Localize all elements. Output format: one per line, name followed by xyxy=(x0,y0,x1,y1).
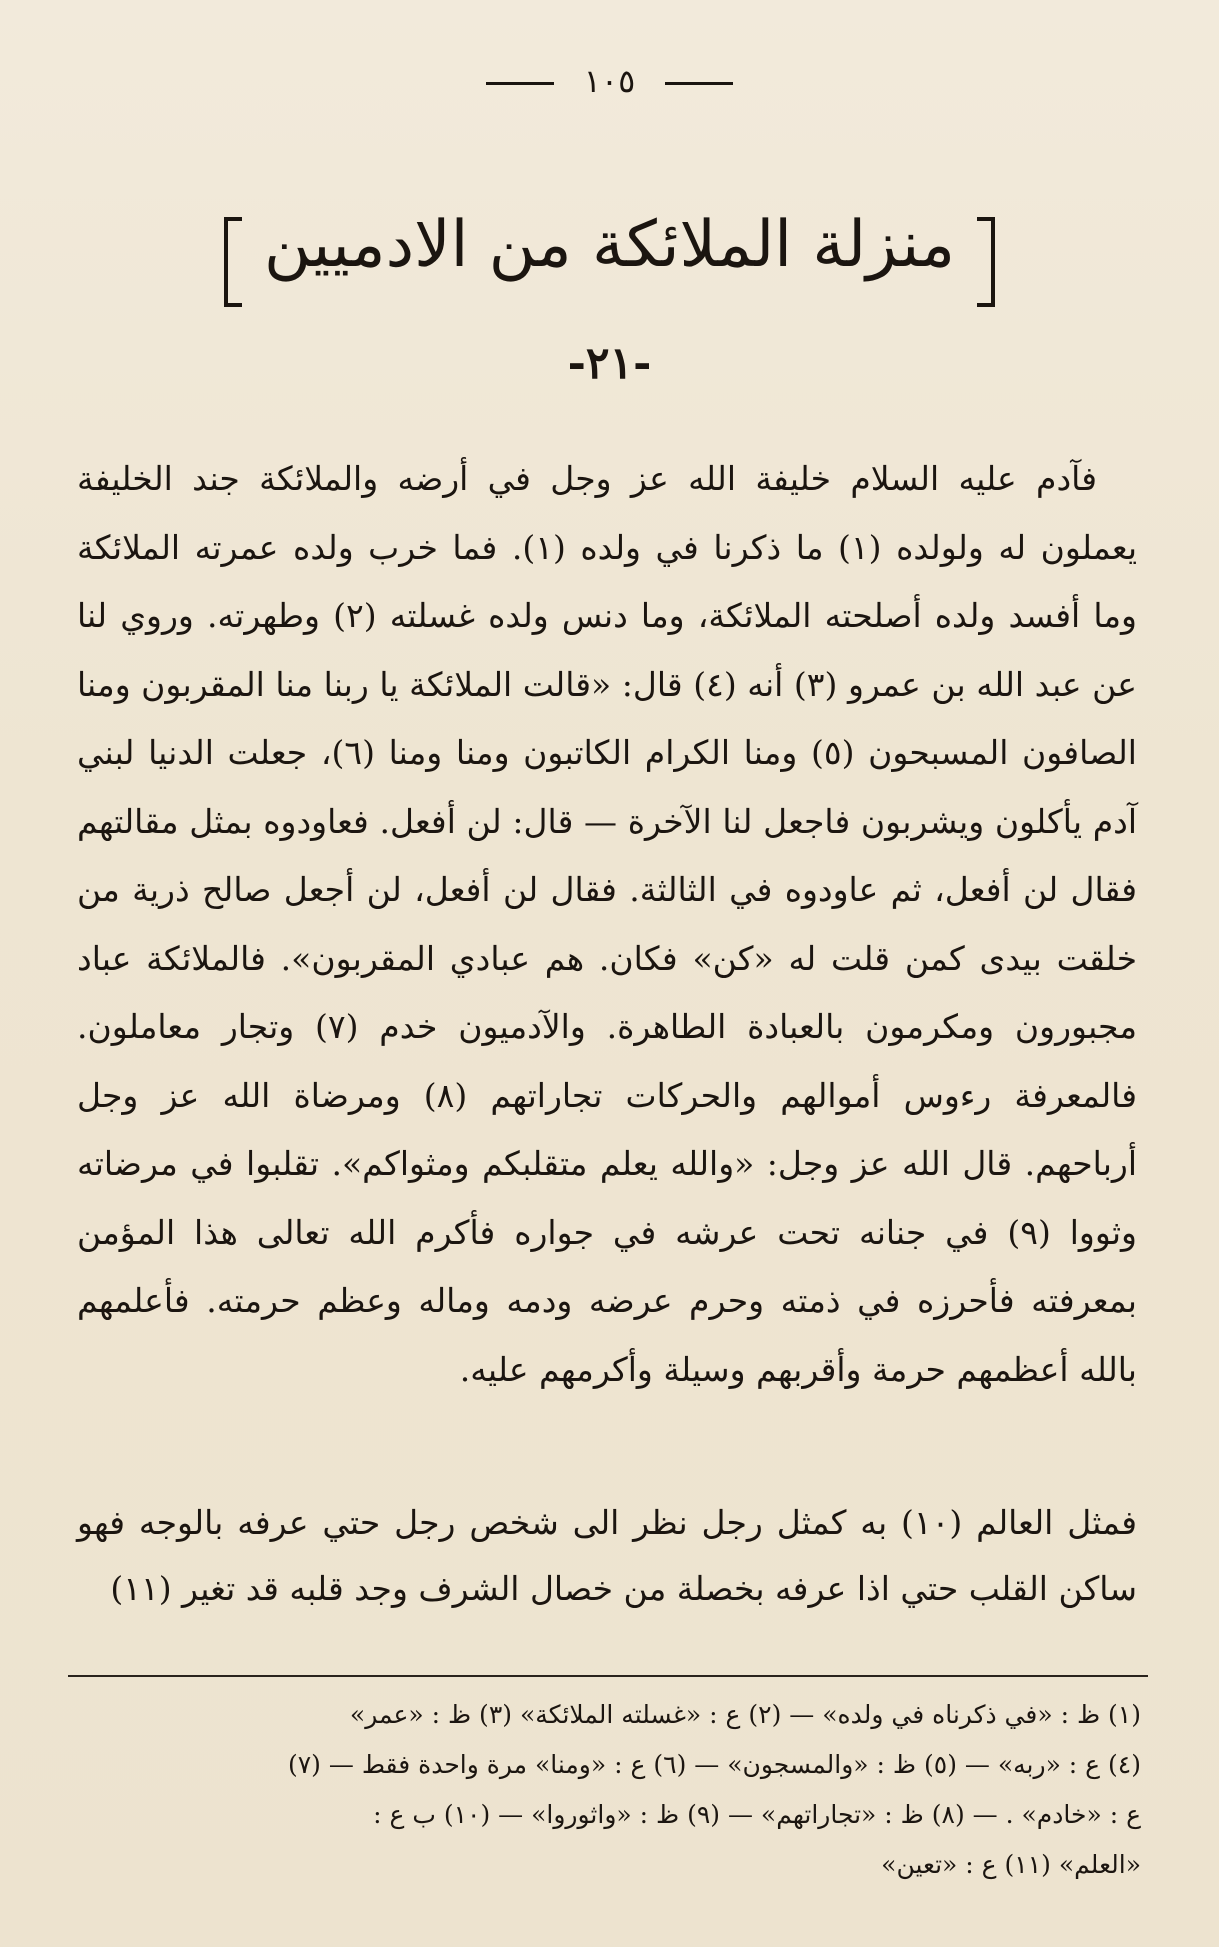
footnote-line: ع : «خادم» . — (٨) ظ : «تجاراتهم» — (٩) ظ : «واثوروا» — (١٠) ب ع : xyxy=(373,1800,1141,1829)
main-text-continued xyxy=(77,1490,1137,1622)
chapter-title: منزلة الملائكة من الادميين xyxy=(263,208,956,282)
main-text xyxy=(77,445,1137,1404)
paragraph-1: فآدم عليه السلام خليفة الله عز وجل في أرضه والملائكة جند الخليفة يعملون له ولولده (١) ما ذكرنا في ولده (١). فما خرب ولده عمرته الملائكة وما أفسد ولده أصلحته الملائكة، وما دنس ولده غسلته (٢) وطهرته. وروي لنا عن عبد الله بن عمرو (٣) أنه (٤) قال: «قالت الملائكة يا ربنا منا المقربون ومنا الصافون المسبحون (٥) ومنا الكرام الكاتبون ومنا ومنا (٦)، جعلت الدنيا لبني آدم يأكلون ويشربون فاجعل لنا الآخرة — قال: لن أفعل. فعاودوه بمثل مقالتهم فقال لن أفعل، ثم عاودوه في الثالثة. فقال لن أفعل، لن أجعل صالح ذرية من خلقت بيدى كمن قلت له «كن» فكان. هم عبادي المقربون». فالملائكة عباد مجبورون ومكرمون بالعبادة الطاهرة. والآدميون خدم (٧) وتجار معاملون. فالمعرفة رءوس أموالهم والحركات تجاراتهم (٨) ومرضاة الله عز وجل أرباحهم. قال الله عز وجل: «والله يعلم متقلبكم ومثواكم». تقلبوا في مرضاته وثووا (٩) في جنانه تحت عرشه في جواره فأكرم الله تعالى هذا المؤمن بمعرفته فأحرزه في ذمته وحرم عرضه ودمه وماله وعظم حرمته. فأعلمهم بالله أعظمهم حرمة وأقربهم وسيلة وأكرمهم عليه. xyxy=(77,459,1138,1389)
footnote-line: «العلم» (١١) ع : «تعين» xyxy=(881,1850,1141,1879)
page-number xyxy=(0,62,1219,100)
section-number: -٢١- xyxy=(567,338,652,389)
footnote-line: (١) ظ : «في ذكرناه في ولده» — (٢) ع : «غسلته الملائكة» (٣) ظ : «عمر» xyxy=(349,1700,1141,1729)
page-number-text: ١٠٥ xyxy=(583,62,636,100)
paragraph-2: فمثل العالم (١٠) به كمثل رجل نظر الى شخص رجل حتي عرفه بالوجه فهو ساكن القلب حتي اذا عرفه بخصلة من خصال الشرف وجد قلبه قد تغير (١١) xyxy=(77,1503,1137,1608)
chapter-title-block xyxy=(0,200,1219,307)
footnotes xyxy=(71,1690,1141,1890)
title-bracket-left xyxy=(224,217,242,307)
footnote-line: (٤) ع : «ربه» — (٥) ظ : «والمسجون» — (٦) ع : «ومنا» مرة واحدة فقط — (٧) xyxy=(287,1750,1141,1779)
title-bracket-right xyxy=(977,217,995,307)
footnote-divider xyxy=(68,1675,1148,1677)
page-number-dash-left xyxy=(486,82,554,85)
page-number-dash-right xyxy=(665,82,733,85)
